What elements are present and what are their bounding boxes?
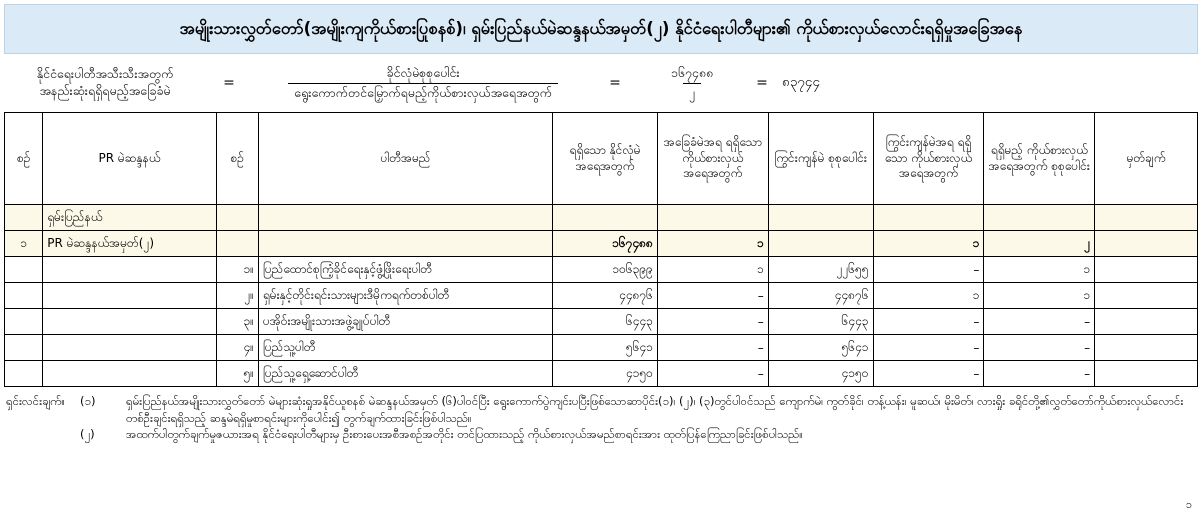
cell-remark [1095,361,1198,387]
region-total-seats [984,205,1095,231]
formula-equals-3: = [756,75,768,91]
table-row [5,283,1198,309]
cell-remaining-votes: ၄၁၅၀ [768,361,873,387]
cell-remark [1095,309,1198,335]
formula-label-line1: နိုင်ငံရေးပါတီအသီးသီးအတွက် [36,66,174,82]
cell-base-seats: – [657,335,768,361]
cell-index [5,335,43,361]
cell-constituency [43,309,216,335]
cell-remaining-votes: ၆၄၄၃ [768,309,873,335]
region-remark [1095,205,1198,231]
footnote-text: ရှမ်းပြည်နယ်အမျိုးသားလွှတ်တော် မဲများဆုံးရှုအနိုင်ယူစနစ် မဲဆန္ဒနယ်အမှတ် (၆)ပါဝင်ပြီး ရွေးကောက်ပွဲကျင်းပပြီးဖြစ်သောဆာပိုင်း(၁)၊ (၂)၊ (၃)တွင်ပါဝင်သည် ကျောက်မဲ၊ ကွတ်ခိုင်၊ တန့်ယန်း၊ မူဆယ်၊ မိုးမိတ်၊ လားရှိုး ခရိုင်တို့၏လွှတ်တော်ကိုယ်စားလှယ်လောင်း တစ်ဦးချင်းရရှိသည့် ဆန္ဒမဲရရှိမှုစာရင်းများကိုပေါင်း၍ တွက်ချက်ထားခြင်းဖြစ်ပါသည်။ [126,394,1184,425]
col-total-seats: ရရှိမည့် ကိုယ်စားလှယ် အရေအတွက် စုစုပေါင်း [984,113,1095,205]
formula-fraction-2-numerator: ၁၆၇၄၈၈ [670,65,714,81]
table-header-row [5,113,1198,205]
cell-index [5,361,43,387]
table-row-constituency [5,231,1198,257]
footnote-text: အထက်ပါတွက်ချက်မှုဇယားအရ နိုင်ငံရေးပါတီများမှ ဦးစားပေးအစီအစဉ်အတိုင်း တင်ပြထားသည့် ကိုယ်စားလှယ်အမည်စာရင်းအား ထုတ်ပြန်ကြေညာခြင်းဖြစ်ပါသည်။ [126,427,803,442]
cell-remaining-seats: ၁ [873,283,984,309]
region-remaining-votes [768,205,873,231]
cell-total-seats: – [984,335,1095,361]
cell-index [5,257,43,283]
formula-label-line2: အနည်းဆုံးရရှိရမည့်အခြေခံမဲ [39,83,171,98]
table-row [5,257,1198,283]
table-row-region [5,205,1198,231]
cell-remaining-votes: ၂၂၆၅၅ [768,257,873,283]
cell-remark [1095,283,1198,309]
col-remark: မှတ်ချက် [1095,113,1198,205]
cell-sub-index: ၅။ [216,361,258,387]
constituency-base-seats: ၁ [657,231,768,257]
cell-base-seats: – [657,361,768,387]
region-remaining-seats [873,205,984,231]
cell-base-seats: – [657,309,768,335]
cell-valid-votes: ၄၄၈၇၆ [553,283,658,309]
cell-party: ပြည်ထောင်စုကြံ့ခိုင်ရေးနှင့်ဖွံ့ဖြိုးရေးပါတီ [258,257,552,283]
col-valid-votes: ရရှိသော နိုင်လုံမဲ အရေအတွက် [553,113,658,205]
col-base-seats: အခြေခံမဲအရ ရရှိသော ကိုယ်စားလှယ် အရေအတွက် [657,113,768,205]
region-sub-index [216,205,258,231]
table-row [5,309,1198,335]
cell-constituency [43,335,216,361]
constituency-remaining-seats: ၁ [873,231,984,257]
footnote-item [6,426,1196,443]
region-valid-votes [553,205,658,231]
cell-sub-index: ၃။ [216,309,258,335]
footnote-item [6,393,1196,426]
constituency-sub-index [216,231,258,257]
cell-constituency [43,283,216,309]
results-table [4,112,1198,387]
cell-index [5,283,43,309]
constituency-index: ၁ [5,231,43,257]
formula-fraction-2-denominator: ၂ [683,83,701,101]
cell-sub-index: ၄။ [216,335,258,361]
page-title: အမျိုးသားလွှတ်တော်(အမျိုးကျကိုယ်စားပြုစနစ်)၊ ရှမ်းပြည်နယ်မဲဆန္ဒနယ်အမှတ်(၂) နိုင်ငံရေးပါတီများ၏ ကိုယ်စားလှယ်လောင်းရရှိမှုအခြေအနေ [179,18,1023,38]
cell-sub-index: ၂။ [216,283,258,309]
formula-fraction-2 [642,65,742,101]
cell-total-seats: ၁ [984,257,1095,283]
table-header [5,113,1198,205]
col-sub-index: စဉ် [216,113,258,205]
cell-total-seats: – [984,361,1095,387]
cell-party: ပအိုဝ်းအမျိုးသားအဖွဲ့ချုပ်ပါတီ [258,309,552,335]
region-party [258,205,552,231]
cell-remark [1095,257,1198,283]
cell-index [5,309,43,335]
col-party-name: ပါတီအမည် [258,113,552,205]
formula-result: ၈၃၇၄၄ [782,74,821,90]
cell-remaining-seats: – [873,361,984,387]
cell-sub-index: ၁။ [216,257,258,283]
cell-valid-votes: ၁၀၆၃၉၉ [553,257,658,283]
formula-fraction-1 [258,65,588,101]
constituency-remark [1095,231,1198,257]
col-remaining-seats: ကြွင်းကျန်မဲအရ ရရှိသော ကိုယ်စားလှယ် အရေအတွက် [873,113,984,205]
constituency-party [258,231,552,257]
footnote-lead-label: ရှင်းလင်းချက်။ [6,394,66,408]
constituency-valid-votes: ၁၆၇၄၈၈ [553,231,658,257]
footnote-number: (၁) [80,394,96,408]
constituency-name: PR မဲဆန္ဒနယ်အမှတ်(၂) [43,231,216,257]
col-index: စဉ် [5,113,43,205]
cell-remaining-votes: ၅၆၄၁ [768,335,873,361]
footnote-number: (၂) [80,427,95,442]
cell-constituency [43,361,216,387]
region-index [5,205,43,231]
formula-equals-2: = [609,75,621,91]
formula-row [0,54,1202,110]
document-title-banner [4,4,1198,54]
cell-base-seats: ၁ [657,257,768,283]
cell-valid-votes: ၅၆၄၁ [553,335,658,361]
cell-party: ပြည်သူ့ပါတီ [258,335,552,361]
cell-remark [1095,335,1198,361]
formula-fraction-1-numerator: ခိုင်လုံမဲစုစုပေါင်း [386,65,460,81]
cell-base-seats: – [657,283,768,309]
table-row [5,361,1198,387]
cell-total-seats: ၁ [984,283,1095,309]
formula-fraction-1-denominator: ရွေးကောက်တင်မြှောက်ရမည့်ကိုယ်စားလှယ်အရေအတွက် [288,83,558,101]
cell-total-seats: – [984,309,1095,335]
cell-valid-votes: ၄၁၅၀ [553,361,658,387]
constituency-remaining-votes [768,231,873,257]
table-body [5,205,1198,387]
cell-remaining-seats: – [873,257,984,283]
region-name: ရှမ်းပြည်နယ် [43,205,216,231]
table-row [5,335,1198,361]
col-pr-constituency: PR မဲဆန္ဒနယ် [43,113,216,205]
footnotes [6,393,1196,443]
constituency-total-seats: ၂ [984,231,1095,257]
cell-constituency [43,257,216,283]
document-page [0,4,1202,512]
formula-equals-1: = [223,75,235,91]
cell-remaining-seats: – [873,309,984,335]
col-remaining-votes: ကြွင်းကျန်မဲ စုစုပေါင်း [768,113,873,205]
cell-remaining-votes: ၄၄၈၇၆ [768,283,873,309]
region-base-seats [657,205,768,231]
cell-party: ရှမ်းနှင့်တိုင်းရင်းသားများဒီမိုကရက်တစ်ပါတီ [258,283,552,309]
cell-valid-votes: ၆၄၄၃ [553,309,658,335]
cell-party: ပြည်သူ့ရှေ့ဆောင်ပါတီ [258,361,552,387]
cell-remaining-seats: – [873,335,984,361]
formula-label [10,66,200,100]
page-number: ၁ [1185,498,1192,511]
